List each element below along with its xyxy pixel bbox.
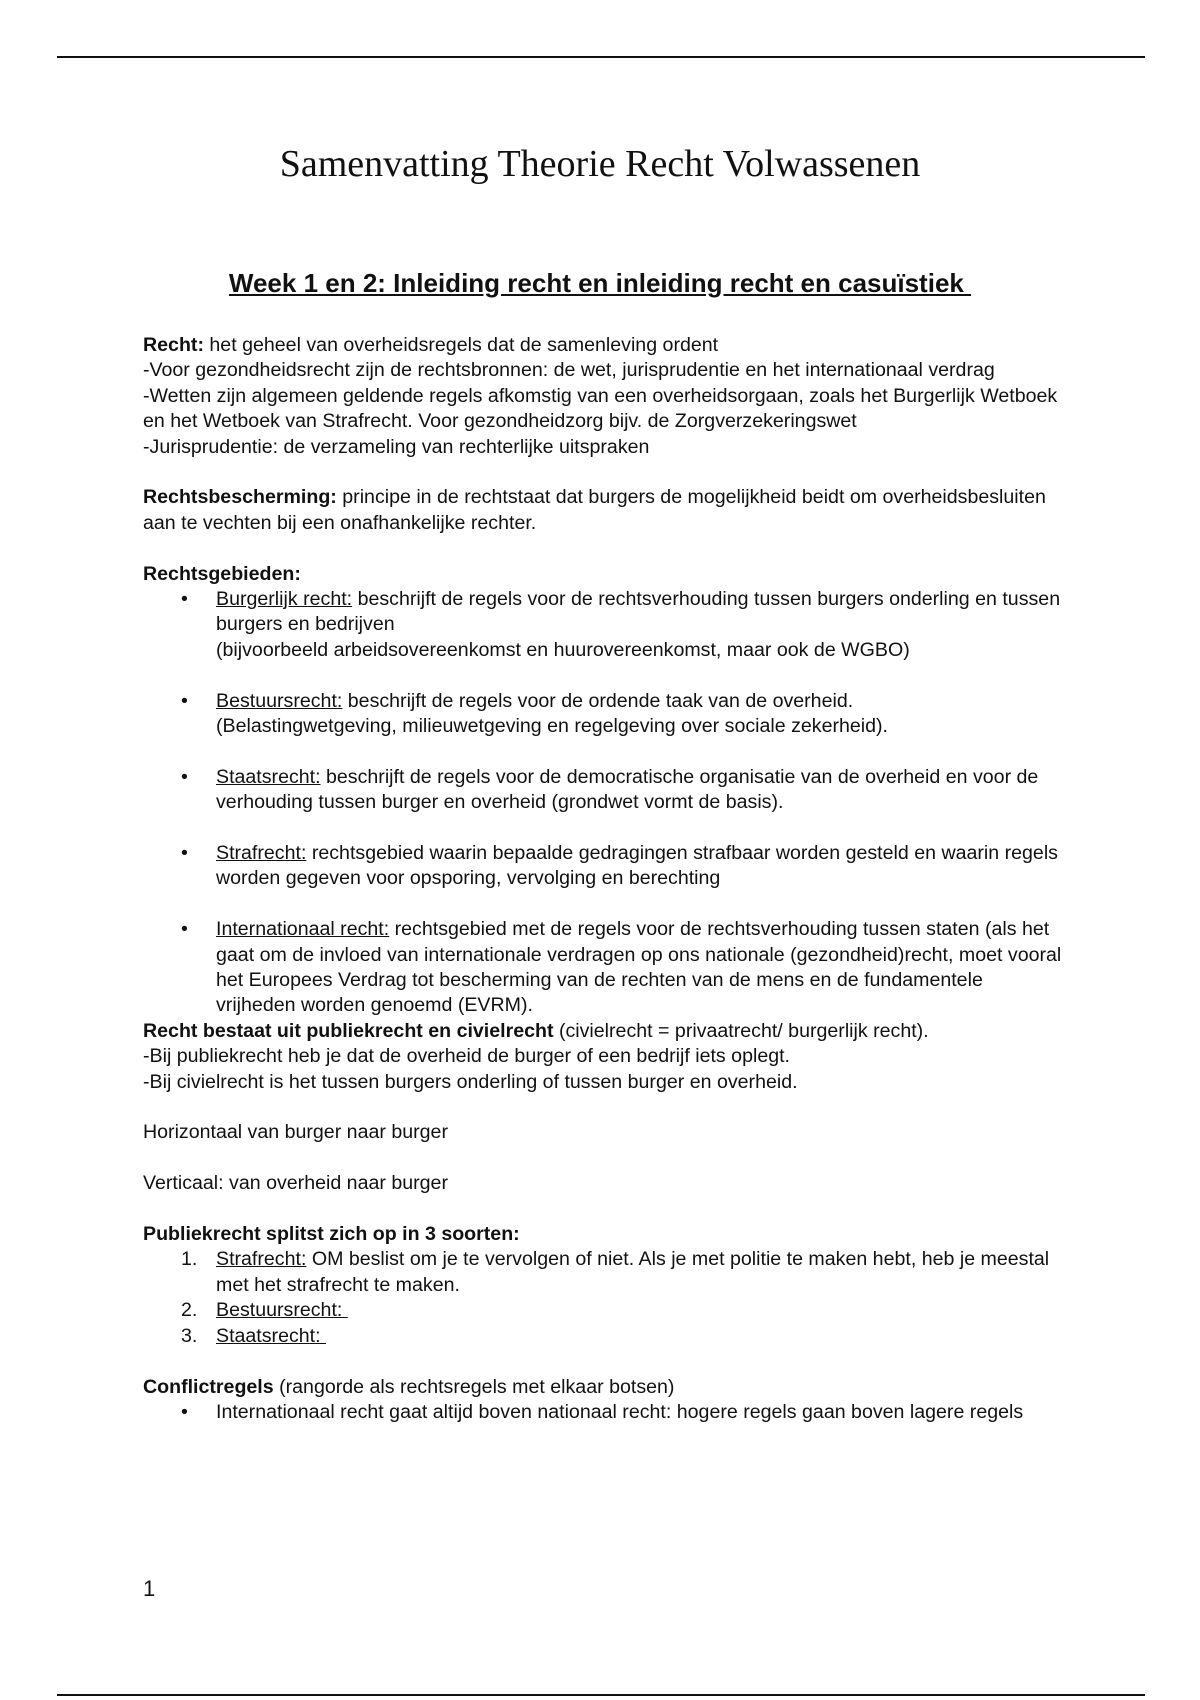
item-term: Staatsrecht: [216,765,321,788]
list-item: • Internationaal recht gaat altijd boven nationaal recht: hogere regels gaan boven lagere regels [143,1400,1063,1425]
document-body [143,333,1063,1425]
item-term: Strafrecht: [216,1248,307,1271]
publiekrecht-heading: Publiekrecht splitst zich op in 3 soorten: [143,1223,520,1246]
item-term: Staatsrecht: [216,1324,326,1347]
item-term: Bestuursrecht: [216,1299,348,1322]
recht-definition: Recht: het geheel van overheidsregels dat de samenleving ordent [143,334,719,356]
publiekrecht-list [143,1247,1063,1349]
rechtsbescherming-definition: Rechtsbescherming: principe in de rechtstaat dat burgers de mogelijkheid beidt om overheidsbesluiten aan te vechten bij een onafhankelijke rechter. [143,486,1046,534]
item-extra: (Belastingwetgeving, milieuwetgeving en regelgeving over sociale zekerheid). [216,715,889,738]
week-heading: Week 1 en 2: Inleiding recht en inleiding recht en casuïstiek [228,268,972,298]
list-item: • Bestuursrecht: beschrijft de regels voor de ordende taak van de overheid. (Belastingwetgeving, milieuwetgeving en regelgeving over sociale zekerheid). [143,689,1063,740]
item-term: Internationaal recht: [216,918,390,941]
recht-line: -Voor gezondheidsrecht zijn de rechtsbronnen: de wet, jurisprudentie en het internationaal verdrag [143,359,995,382]
list-item: 1. Strafrecht: OM beslist om je te vervolgen of niet. Als je met politie te maken hebt, heb je meestal met het strafrecht te maken. [181,1248,1050,1296]
rechtsbescherming-term: Rechtsbescherming: [143,486,337,509]
bottom-rule [57,1694,1145,1696]
list-item: • Burgerlijk recht: beschrijft de regels voor de rechtsverhouding tussen burgers onderling en tussen burgers en bedrijven (bijvoorbeeld arbeidsovereenkomst en huurovereenkomst, maar ook de WGBO) [143,587,1063,663]
item-extra: (bijvoorbeeld arbeidsovereenkomst en huurovereenkomst, maar ook de WGBO) [216,638,910,661]
recht-line: -Wetten zijn algemeen geldende regels afkomstig van een overheidsorgaan, zoals het Burgerlijk Wetboek en het Wetboek van Strafrecht. Voor gezondheidzorg bijv. de Zorgverzekeringswet [143,384,1058,433]
publiek-civiel-line: -Bij civielrecht is het tussen burgers onderling of tussen burger en overheid. [143,1070,798,1093]
verticaal-line: Verticaal: van overheid naar burger [143,1172,448,1195]
publiek-civiel-statement: Recht bestaat uit publiekrecht en civielrecht (civielrecht = privaatrecht/ burgerlijk recht). [143,1019,929,1042]
page-number: 1 [143,1576,156,1601]
publiek-civiel-line: -Bij publiekrecht heb je dat de overheid de burger of een bedrijf iets oplegt. [143,1045,791,1068]
rechtsgebieden-list [143,587,1063,1019]
list-item: 3. Staatsrecht: [181,1324,326,1347]
top-rule [57,56,1145,58]
rechtsgebieden-heading: Rechtsgebieden: [143,562,301,585]
conflictregels-list [143,1400,1063,1425]
conflictregels-heading: Conflictregels (rangorde als rechtsregels met elkaar botsen) [143,1375,675,1398]
list-item: • Staatsrecht: beschrijft de regels voor de democratische organisatie van de overheid en voor de verhouding tussen burger en overheid (grondwet vormt de basis). [143,765,1063,816]
item-term: Strafrecht: [216,842,307,865]
document-title: Samenvatting Theorie Recht Volwassenen [279,143,921,185]
list-item: • Strafrecht: rechtsgebied waarin bepaalde gedragingen strafbaar worden gesteld en waarin regels worden gegeven voor opsporing, vervolging en berechting [143,841,1063,892]
list-item: 2. Bestuursrecht: [181,1299,348,1322]
recht-term: Recht: [143,334,204,356]
item-term: Bestuursrecht: [216,689,343,712]
item-term: Burgerlijk recht: [216,588,353,611]
recht-line: -Jurisprudentie: de verzameling van rechterlijke uitspraken [143,435,650,458]
list-item: • Internationaal recht: rechtsgebied met de regels voor de rechtsverhouding tussen staten (als het gaat om de invloed van internationale verdragen op ons nationale (gezondheid)recht, moet vooral het Europees Verdrag tot bescherming van de rechten van de mens en de fundamentele vrijheden worden genoemd (EVRM). [143,917,1063,1019]
horizontaal-line: Horizontaal van burger naar burger [143,1121,448,1144]
